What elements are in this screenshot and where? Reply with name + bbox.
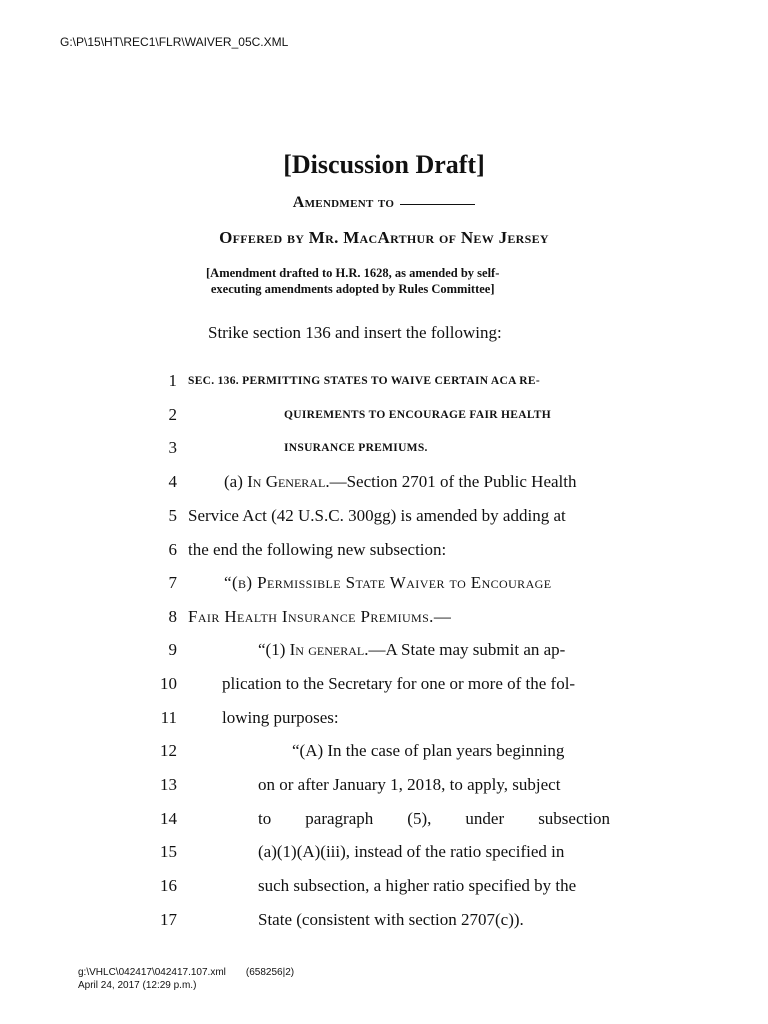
amendment-to-label: Amendment to (292, 194, 395, 211)
word: subsection (538, 809, 610, 828)
line-number: 1 (168, 371, 177, 390)
line-number: 17 (160, 910, 177, 929)
line-number: 14 (160, 809, 177, 828)
subsection-heading: “(b) Permissible State Waiver to Encourage (224, 573, 552, 592)
line-number: 5 (168, 506, 177, 525)
section-heading-line-2: QUIREMENTS TO ENCOURAGE FAIR HEALTH (284, 409, 551, 421)
line-number: 12 (160, 741, 177, 760)
line-number: 10 (160, 674, 177, 693)
body-line-justified (258, 809, 610, 829)
footer-date: April 24, 2017 (12:29 p.m.) (78, 980, 197, 991)
drafting-note-line-2: executing amendments adopted by Rules Committee] (210, 282, 495, 296)
amendment-blank-line (400, 204, 475, 205)
section-heading-line-1: SEC. 136. PERMITTING STATES TO WAIVE CERTAIN ACA RE- (188, 375, 540, 387)
word: (5), (407, 809, 432, 828)
line-number: 6 (168, 540, 177, 559)
line-number: 8 (168, 607, 177, 626)
drafting-note (206, 265, 499, 297)
subsection-heading: Fair Health Insurance Premiums.— (188, 607, 452, 626)
line-number: 7 (168, 573, 177, 592)
body-line: “(1) In general.—A State may submit an ap- (258, 640, 566, 659)
amendment-to-line (0, 194, 768, 212)
body-line: lowing purposes: (222, 708, 339, 727)
body-line: (a)(1)(A)(iii), instead of the ratio specified in (258, 842, 565, 861)
line-number: 11 (160, 708, 177, 727)
line-number: 2 (168, 405, 177, 424)
body-line: (a) In General.—Section 2701 of the Public Health (224, 472, 577, 491)
line-number: 4 (168, 472, 177, 491)
offered-by-line: Offered by Mr. MacArthur of New Jersey (219, 228, 549, 247)
line-number: 13 (160, 775, 177, 794)
footer-code: (658256|2) (245, 967, 295, 978)
word: paragraph (305, 809, 374, 828)
body-line: plication to the Secretary for one or more of the fol- (222, 674, 576, 693)
word: under (465, 809, 505, 828)
page-footer (78, 966, 294, 992)
body-line: on or after January 1, 2018, to apply, subject (258, 775, 561, 794)
body-line: such subsection, a higher ratio specified by the (258, 876, 577, 895)
word: to (258, 809, 272, 828)
footer-file: g:\VHLC\042417\042417.107.xml (78, 967, 226, 978)
line-number: 16 (160, 876, 177, 895)
line-number: 9 (168, 640, 177, 659)
file-path-header: G:\P\15\HT\REC1\FLR\WAIVER_05C.XML (60, 35, 289, 49)
body-line: “(A) In the case of plan years beginning (292, 741, 565, 760)
subsection-heading: In General (247, 472, 326, 491)
line-number: 3 (168, 438, 177, 457)
paragraph-heading: In general (289, 640, 365, 659)
line-number: 15 (160, 842, 177, 861)
body-line: Service Act (42 U.S.C. 300gg) is amended by adding at (188, 506, 566, 525)
drafting-note-line-1: [Amendment drafted to H.R. 1628, as amended by self- (206, 266, 500, 280)
section-heading-line-3: INSURANCE PREMIUMS. (284, 442, 428, 454)
body-line: State (consistent with section 2707(c)). (258, 910, 524, 929)
strike-instruction: Strike section 136 and insert the following: (208, 323, 502, 342)
body-line: the end the following new subsection: (188, 540, 447, 559)
document-title: [Discussion Draft] (283, 150, 485, 179)
